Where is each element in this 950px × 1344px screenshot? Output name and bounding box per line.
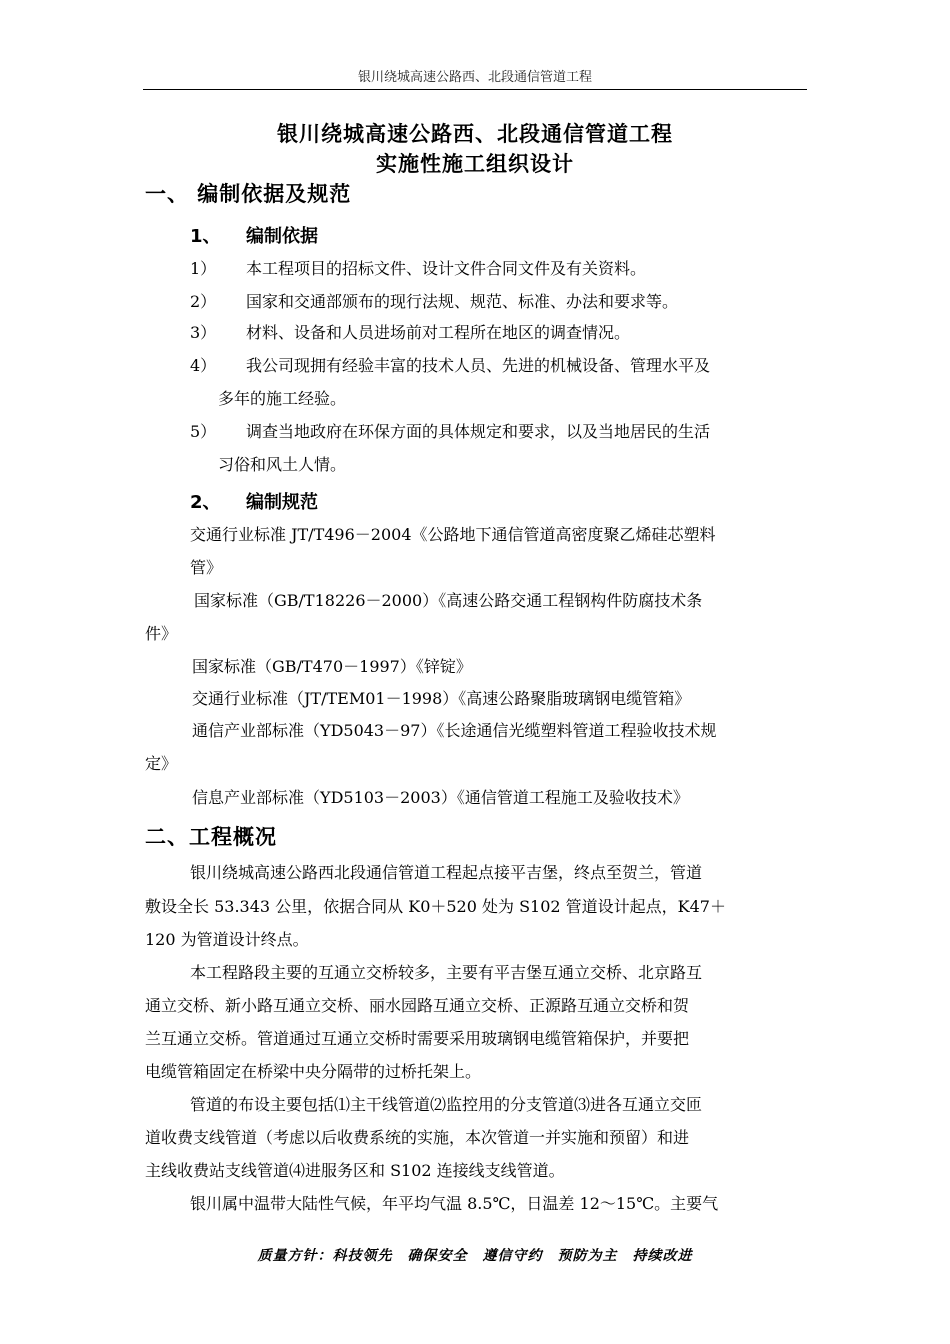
list-item-number: 3） bbox=[190, 323, 217, 342]
document-title-line1: 银川绕城高速公路西、北段通信管道工程 bbox=[277, 122, 673, 146]
standard-item-continuation: 管》 bbox=[190, 558, 223, 577]
list-item-text: 调查当地政府在环保方面的具体规定和要求，以及当地居民的生活 bbox=[246, 422, 711, 441]
paragraph-line: 道收费支线管道（考虑以后收费系统的实施，本次管道一并实施和预留）和进 bbox=[145, 1128, 690, 1147]
list-item-number: 5） bbox=[190, 422, 217, 441]
list-item-text: 本工程项目的招标文件、设计文件合同文件及有关资料。 bbox=[246, 259, 647, 278]
paragraph-line: 兰互通立交桥。管道通过互通立交桥时需要采用玻璃钢电缆管箱保护，并要把 bbox=[145, 1029, 690, 1048]
standard-item: 信息产业部标准（YD5103－2003）《通信管道工程施工及验收技术》 bbox=[192, 788, 689, 807]
list-item-number: 1） bbox=[190, 259, 217, 278]
section2-heading: 二、工程概况 bbox=[145, 825, 277, 849]
subsection-number: 1、 bbox=[190, 226, 221, 247]
section1-heading: 一、 编制依据及规范 bbox=[145, 182, 352, 206]
paragraph-line: 通立交桥、新小路互通立交桥、丽水园路互通立交桥、正源路互通立交桥和贺 bbox=[145, 996, 690, 1015]
list-item-text: 材料、设备和人员进场前对工程所在地区的调查情况。 bbox=[246, 323, 631, 342]
list-item-text: 国家和交通部颁布的现行法规、规范、标准、办法和要求等。 bbox=[246, 292, 679, 311]
list-item bbox=[190, 292, 678, 312]
paragraph-line: 本工程路段主要的互通立交桥较多，主要有平吉堡互通立交桥、北京路互 bbox=[190, 963, 703, 982]
standard-item: 交通行业标准（JT/TEM01－1998）《高速公路聚脂玻璃钢电缆管箱》 bbox=[192, 689, 691, 708]
list-item bbox=[190, 356, 710, 376]
list-item-continuation: 习俗和风土人情。 bbox=[218, 455, 347, 474]
list-item-number: 4） bbox=[190, 356, 217, 375]
standard-item: 交通行业标准 JT/T496－2004《公路地下通信管道高密度聚乙烯硅芯塑料 bbox=[190, 525, 716, 544]
subsection-number: 2、 bbox=[190, 492, 221, 513]
list-item bbox=[190, 323, 630, 343]
standard-item: 国家标准（GB/T18226－2000）《高速公路交通工程钢构件防腐技术条 bbox=[194, 591, 703, 610]
list-item-continuation: 多年的施工经验。 bbox=[218, 389, 347, 408]
paragraph-line: 电缆管箱固定在桥梁中央分隔带的过桥托架上。 bbox=[145, 1062, 482, 1081]
subsection-label: 编制规范 bbox=[246, 492, 318, 513]
list-item bbox=[190, 259, 646, 279]
header-rule bbox=[143, 89, 807, 90]
standard-item: 通信产业部标准（YD5043－97）《长途通信光缆塑料管道工程验收技术规 bbox=[192, 721, 717, 740]
list-item-number: 2） bbox=[190, 292, 217, 311]
paragraph-line: 银川绕城高速公路西北段通信管道工程起点接平吉堡，终点至贺兰，管道 bbox=[190, 863, 703, 882]
standard-item: 国家标准（GB/T470－1997）《锌锭》 bbox=[192, 657, 472, 676]
page-footer: 质量方针：科技领先 确保安全 遵信守约 预防为主 持续改进 bbox=[257, 1248, 693, 1264]
standard-item-continuation: 定》 bbox=[145, 754, 178, 773]
subsection-label: 编制依据 bbox=[246, 226, 318, 247]
paragraph-line: 120 为管道设计终点。 bbox=[145, 930, 309, 949]
paragraph-line: 银川属中温带大陆性气候，年平均气温 8.5℃，日温差 12～15℃。主要气 bbox=[190, 1194, 719, 1213]
list-item bbox=[190, 422, 710, 442]
subsection2-heading bbox=[190, 488, 318, 514]
paragraph-line: 主线收费站支线管道⑷进服务区和 S102 连接线支线管道。 bbox=[145, 1161, 565, 1180]
subsection1-heading bbox=[190, 222, 318, 248]
paragraph-line: 敷设全长 53.343 公里，依据合同从 K0＋520 处为 S102 管道设计起点，K47＋ bbox=[145, 897, 726, 916]
standard-item-continuation: 件》 bbox=[145, 624, 178, 643]
paragraph-line: 管道的布设主要包括⑴主干线管道⑵监控用的分支管道⑶进各互通立交匝 bbox=[190, 1095, 703, 1114]
page-header: 银川绕城高速公路西、北段通信管道工程 bbox=[357, 70, 592, 85]
list-item-text: 我公司现拥有经验丰富的技术人员、先进的机械设备、管理水平及 bbox=[246, 356, 711, 375]
document-title-line2: 实施性施工组织设计 bbox=[376, 152, 574, 176]
